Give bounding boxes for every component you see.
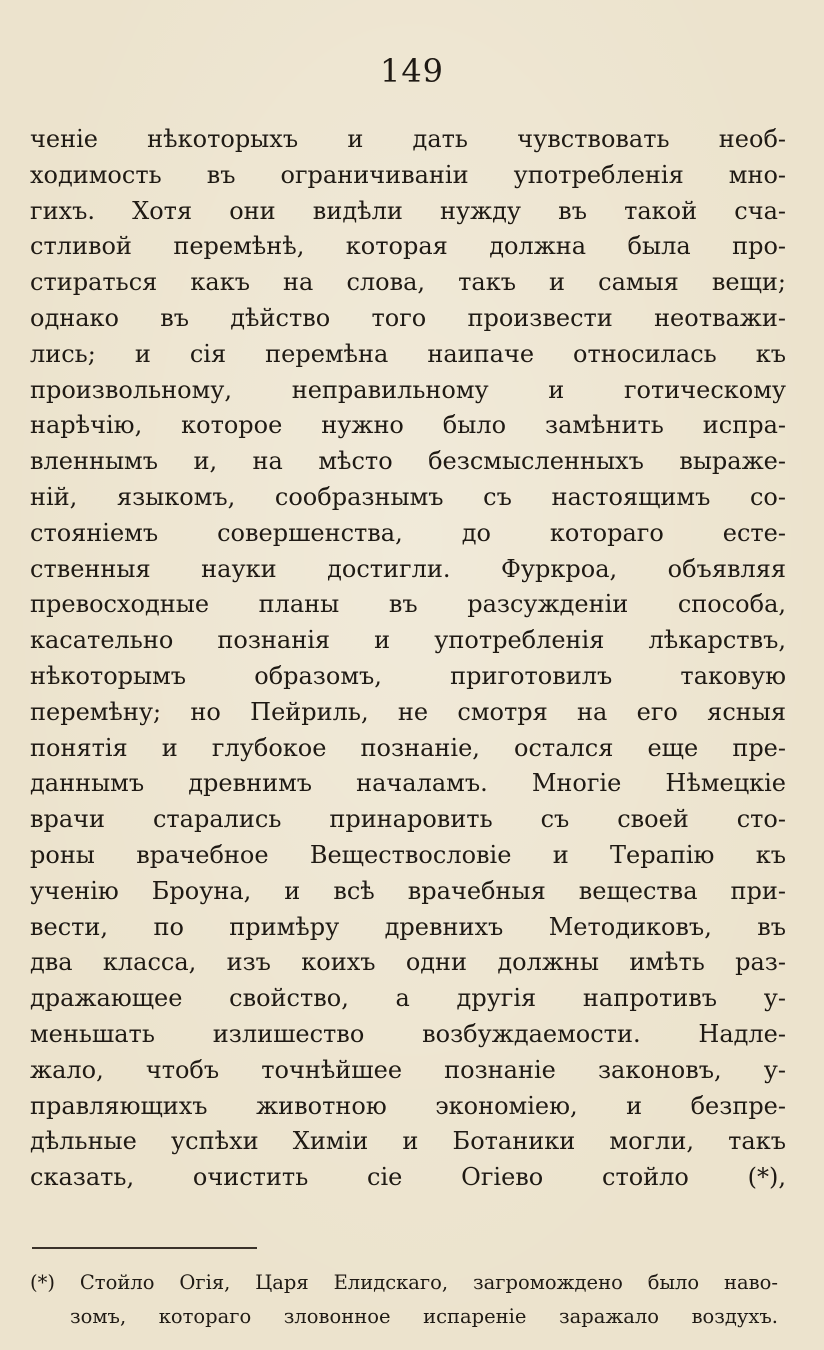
text-line: гихъ. Хотя они видѣли нужду въ такой сча- bbox=[30, 196, 786, 225]
text-line: ходимость въ ограничиваніи употребленія мно- bbox=[30, 160, 786, 189]
text-line: дѣльные успѣхи Химіи и Ботаники могли, такъ bbox=[30, 1127, 786, 1156]
footnote bbox=[30, 1266, 778, 1334]
footnote-line: зомъ, котораго зловонное испареніе заражало воздухъ. bbox=[70, 1305, 778, 1328]
text-line: касательно познанія и употребленія лѣкарствъ, bbox=[30, 626, 786, 655]
text-line: сказать, очистить сіе Огіево стойло (*), bbox=[30, 1163, 786, 1192]
text-line: правляющихъ животною экономіею, и безпре- bbox=[30, 1091, 786, 1120]
text-line: ченіе нѣкоторыхъ и дать чувствовать необ- bbox=[30, 125, 786, 153]
text-line: дражающее свойство, а другія напротивъ у- bbox=[30, 984, 786, 1013]
text-line: превосходные планы въ разсужденіи способа, bbox=[30, 590, 786, 619]
text-line: стливой перемѣнѣ, которая должна была про- bbox=[30, 232, 786, 261]
text-line: нѣкоторымъ образомъ, приготовилъ таковую bbox=[30, 661, 786, 690]
text-line: нарѣчію, которое нужно было замѣнить испра- bbox=[30, 411, 786, 440]
text-line: лись; и сія перемѣна наипаче относилась къ bbox=[30, 339, 786, 368]
text-line: врачи старались принаровить съ своей сто- bbox=[30, 805, 786, 834]
text-line: даннымъ древнимъ началамъ. Многіе Нѣмецкіе bbox=[30, 769, 786, 798]
text-line: роны врачебное Веществословіе и Терапію къ bbox=[30, 840, 786, 869]
text-line: ученію Броуна, и всѣ врачебныя вещества при- bbox=[30, 876, 786, 905]
text-line: стираться какъ на слова, такъ и самыя вещи; bbox=[30, 268, 786, 297]
text-line: ственныя науки достигли. Фуркроа, объявляя bbox=[30, 554, 786, 583]
footnote-line: (*) Стойло Огія, Царя Елидскаго, загромождено было наво- bbox=[30, 1271, 778, 1294]
text-line: вести, по примѣру древнихъ Методиковъ, въ bbox=[30, 912, 786, 941]
text-line: два класса, изъ коихъ одни должны имѣть раз- bbox=[30, 948, 786, 977]
footnote-divider bbox=[32, 1247, 257, 1249]
text-line: меньшать излишество возбуждаемости. Надле- bbox=[30, 1019, 786, 1048]
text-line: вленнымъ и, на мѣсто безсмысленныхъ выраже- bbox=[30, 447, 786, 476]
text-line: однако въ дѣйство того произвести неотважи- bbox=[30, 303, 786, 332]
text-line: ній, языкомъ, сообразнымъ съ настоящимъ со- bbox=[30, 482, 786, 511]
page-number: 149 bbox=[379, 52, 445, 90]
text-line: перемѣну; но Пейриль, не смотря на его ясныя bbox=[30, 697, 786, 726]
body-text bbox=[30, 122, 786, 1196]
text-line: понятія и глубокое познаніе, остался еще пре- bbox=[30, 733, 786, 762]
text-line: жало, чтобъ точнѣйшее познаніе законовъ, у- bbox=[30, 1055, 786, 1084]
text-line: произвольному, неправильному и готическому bbox=[30, 375, 786, 404]
text-line: стояніемъ совершенства, до котораго есте- bbox=[30, 518, 786, 547]
